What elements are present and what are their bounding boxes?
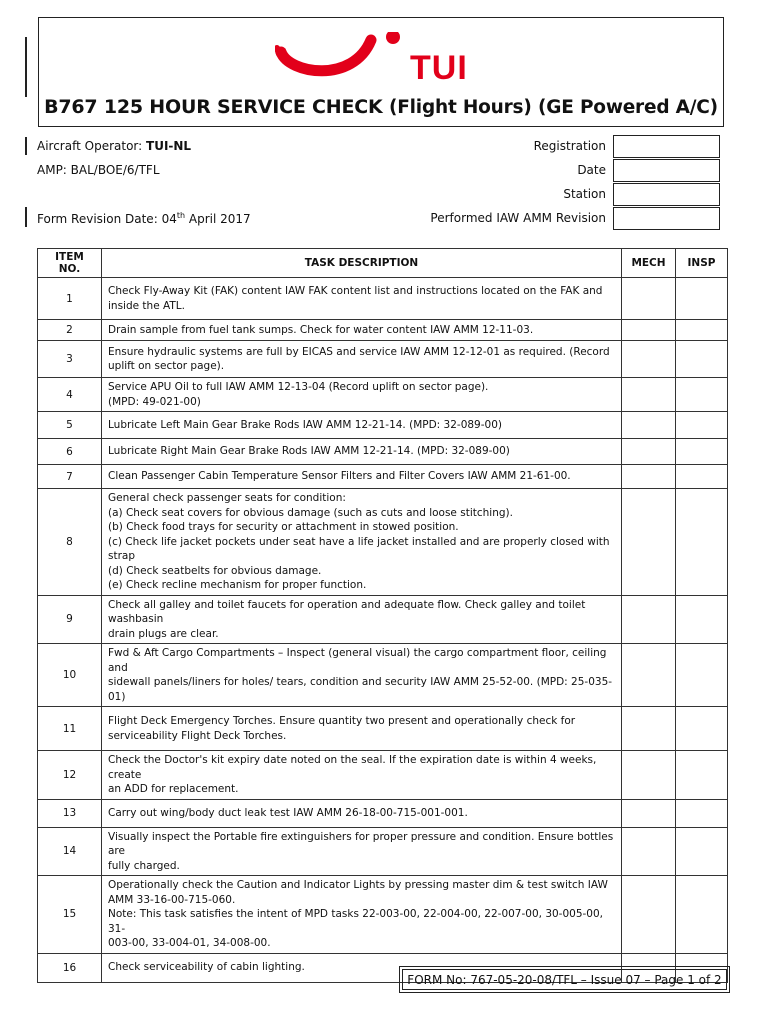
task-description xyxy=(102,278,622,320)
task-description-line: (a) Check seat covers for obvious damage (such as cuts and loose stitching). xyxy=(108,506,513,519)
task-description-line: (e) Check recline mechanism for proper function. xyxy=(108,579,367,591)
item-number: 9 xyxy=(38,595,102,644)
task-description-line: Drain sample from fuel tank sumps. Check for water content IAW AMM 12-11-03. xyxy=(108,323,534,336)
item-number: 5 xyxy=(38,412,102,439)
task-description xyxy=(102,595,622,644)
task-description xyxy=(102,799,622,827)
task-row xyxy=(38,412,728,439)
task-description xyxy=(102,644,622,707)
insp-signoff-cell[interactable] xyxy=(676,412,728,439)
task-description-line: Ensure hydraulic systems are full by EICAS and service IAW AMM 12-12-01 as required. (Record xyxy=(108,345,610,358)
title-flight-hours: (Flight Hours) xyxy=(388,97,532,118)
task-description-line: 003-00, 33-004-01, 34-008-00. xyxy=(108,937,271,949)
task-description-line: Operationally check the Caution and Indicator Lights by pressing master dim & test switch IAW xyxy=(108,879,608,891)
mech-signoff-cell[interactable] xyxy=(622,465,676,489)
task-description xyxy=(102,341,622,378)
amp-reference: AMP: BAL/BOE/6/TFL xyxy=(37,163,160,177)
item-number: 3 xyxy=(38,341,102,378)
item-number: 14 xyxy=(38,827,102,876)
revision-day-suffix: th xyxy=(176,211,186,220)
task-row xyxy=(38,489,728,596)
insp-signoff-cell[interactable] xyxy=(676,320,728,341)
task-row xyxy=(38,799,728,827)
amm-revision-field[interactable] xyxy=(613,207,720,230)
task-description-line: (c) Check life jacket pockets under seat have a life jacket installed and are properly closed with strap xyxy=(108,535,610,562)
form-title xyxy=(39,96,723,118)
item-number: 7 xyxy=(38,465,102,489)
insp-signoff-cell[interactable] xyxy=(676,799,728,827)
task-description-line: Flight Deck Emergency Torches. Ensure quantity two present and operationally check for xyxy=(108,715,576,727)
task-row xyxy=(38,465,728,489)
insp-signoff-cell[interactable] xyxy=(676,827,728,876)
mech-signoff-cell[interactable] xyxy=(622,827,676,876)
task-description-line: serviceability Flight Deck Torches. xyxy=(108,729,287,742)
form-header xyxy=(38,17,724,127)
mech-signoff-cell[interactable] xyxy=(622,278,676,320)
task-description xyxy=(102,827,622,876)
registration-field[interactable] xyxy=(613,135,720,158)
insp-signoff-cell[interactable] xyxy=(676,876,728,954)
task-description-line: Visually inspect the Portable fire extinguishers for proper pressure and condition. Ensure bottles are xyxy=(108,830,614,857)
insp-signoff-cell[interactable] xyxy=(676,707,728,751)
task-description-line: Check serviceability of cabin lighting. xyxy=(108,961,305,974)
insp-signoff-cell[interactable] xyxy=(676,341,728,378)
task-list xyxy=(38,278,728,983)
revision-date-label: Form Revision Date: xyxy=(37,212,158,226)
task-description-line: Fwd & Aft Cargo Compartments – Inspect (general visual) the cargo compartment floor, ceiling and xyxy=(108,647,607,674)
task-row xyxy=(38,644,728,707)
mech-signoff-cell[interactable] xyxy=(622,595,676,644)
task-row xyxy=(38,278,728,320)
task-description-line: Check the Doctor's kit expiry date noted on the seal. If the expiration date is within 4 weeks, create xyxy=(108,754,597,781)
task-row xyxy=(38,439,728,465)
insp-signoff-cell[interactable] xyxy=(676,644,728,707)
insp-signoff-cell[interactable] xyxy=(676,439,728,465)
item-number: 16 xyxy=(38,953,102,982)
mech-signoff-cell[interactable] xyxy=(622,320,676,341)
item-header-line1: ITEM xyxy=(55,251,84,263)
insp-signoff-cell[interactable] xyxy=(676,378,728,412)
task-row xyxy=(38,876,728,954)
task-row xyxy=(38,595,728,644)
task-description xyxy=(102,412,622,439)
task-row xyxy=(38,827,728,876)
insp-signoff-cell[interactable] xyxy=(676,751,728,800)
mech-signoff-cell[interactable] xyxy=(622,876,676,954)
mech-signoff-cell[interactable] xyxy=(622,341,676,378)
tui-smile-logo xyxy=(275,32,495,84)
revision-day: 04 xyxy=(161,212,177,226)
mech-signoff-cell[interactable] xyxy=(622,439,676,465)
station-label: Station xyxy=(563,187,606,201)
task-row xyxy=(38,707,728,751)
operator-label: Aircraft Operator: xyxy=(37,139,143,153)
task-description xyxy=(102,707,622,751)
task-row xyxy=(38,378,728,412)
task-description-line: (MPD: 49-021-00) xyxy=(108,395,201,408)
revision-bar xyxy=(25,37,27,97)
task-description xyxy=(102,489,622,596)
task-description xyxy=(102,876,622,954)
tui-wordmark: TUI xyxy=(410,49,468,84)
task-description-line: Service APU Oil to full IAW AMM 12-13-04 (Record uplift on sector page). xyxy=(108,381,489,393)
task-description-line: Lubricate Right Main Gear Brake Rods IAW AMM 12-21-14. (MPD: 32-089-00) xyxy=(108,445,510,458)
aircraft-operator xyxy=(37,139,191,153)
revision-bar xyxy=(25,137,27,155)
task-description-line: inside the ATL. xyxy=(108,299,185,312)
task-description-line: fully charged. xyxy=(108,859,180,872)
mech-signoff-cell[interactable] xyxy=(622,489,676,596)
item-number: 1 xyxy=(38,278,102,320)
form-number: FORM No: 767-05-20-08/TFL – Issue 07 – Page 1 of 2 xyxy=(402,969,727,990)
revision-bar xyxy=(25,207,27,227)
task-description xyxy=(102,751,622,800)
item-number: 12 xyxy=(38,751,102,800)
task-description-line: Carry out wing/body duct leak test IAW AMM 26-18-00-715-001-001. xyxy=(108,806,468,819)
task-row xyxy=(38,341,728,378)
task-description-line: AMM 33-16-00-715-060. xyxy=(108,893,236,906)
item-number: 8 xyxy=(38,489,102,596)
task-description-line: Check all galley and toilet faucets for operation and adequate flow. Check galley and toilet washbasin xyxy=(108,598,586,625)
task-description xyxy=(102,465,622,489)
insp-header: INSP xyxy=(676,249,728,278)
item-no-header xyxy=(38,249,102,278)
table-header-row xyxy=(38,249,728,278)
task-description xyxy=(102,439,622,465)
task-row xyxy=(38,751,728,800)
station-field[interactable] xyxy=(613,183,720,206)
task-description xyxy=(102,378,622,412)
task-description-line: (d) Check seatbelts for obvious damage. xyxy=(108,564,322,577)
registration-label: Registration xyxy=(533,139,606,153)
item-number: 10 xyxy=(38,644,102,707)
task-description-line: uplift on sector page). xyxy=(108,360,225,372)
amm-revision-label: Performed IAW AMM Revision xyxy=(430,211,606,225)
operator-value: TUI-NL xyxy=(146,139,192,153)
task-description-line: Check Fly-Away Kit (FAK) content IAW FAK content list and instructions located on the FAK and xyxy=(108,285,603,297)
task-description-line: sidewall panels/liners for holes/ tears, condition and security IAW AMM 25-52-00. (MPD: 25-035-01) xyxy=(108,676,613,703)
insp-signoff-cell[interactable] xyxy=(676,489,728,596)
insp-signoff-cell[interactable] xyxy=(676,278,728,320)
title-main: B767 125 HOUR SERVICE CHECK xyxy=(44,96,383,118)
task-description-line: (b) Check food trays for security or attachment in stowed position. xyxy=(108,521,459,533)
mech-signoff-cell[interactable] xyxy=(622,751,676,800)
item-number: 15 xyxy=(38,876,102,954)
mech-signoff-cell[interactable] xyxy=(622,707,676,751)
form-footer xyxy=(399,966,730,993)
task-description-line: drain plugs are clear. xyxy=(108,627,219,640)
task-description-line: an ADD for replacement. xyxy=(108,783,239,795)
form-revision-date xyxy=(37,211,251,226)
date-field[interactable] xyxy=(613,159,720,182)
mech-signoff-cell[interactable] xyxy=(622,644,676,707)
task-description-line: General check passenger seats for condition: xyxy=(108,492,346,504)
mech-signoff-cell[interactable] xyxy=(622,799,676,827)
task-description xyxy=(102,320,622,341)
item-number: 6 xyxy=(38,439,102,465)
mech-signoff-cell[interactable] xyxy=(622,378,676,412)
item-number: 11 xyxy=(38,707,102,751)
task-description-line: Note: This task satisfies the intent of MPD tasks 22-003-00, 22-004-00, 22-007-00, 30-005-00, 31- xyxy=(108,908,603,935)
task-row xyxy=(38,320,728,341)
item-header-line2: NO. xyxy=(58,263,81,275)
task-description-line: Lubricate Left Main Gear Brake Rods IAW AMM 12-21-14. (MPD: 32-089-00) xyxy=(108,418,502,431)
item-number: 2 xyxy=(38,320,102,341)
task-description-header: TASK DESCRIPTION xyxy=(102,249,622,278)
insp-signoff-cell[interactable] xyxy=(676,595,728,644)
task-description-line: Clean Passenger Cabin Temperature Sensor Filters and Filter Covers IAW AMM 21-61-00. xyxy=(108,470,571,483)
task-table xyxy=(37,248,728,983)
tui-logo xyxy=(275,32,495,88)
item-number: 13 xyxy=(38,799,102,827)
insp-signoff-cell[interactable] xyxy=(676,465,728,489)
revision-month-year: April 2017 xyxy=(188,212,251,226)
title-engine: (GE Powered A/C) xyxy=(538,97,718,118)
item-number: 4 xyxy=(38,378,102,412)
mech-header: MECH xyxy=(622,249,676,278)
date-label: Date xyxy=(577,163,606,177)
mech-signoff-cell[interactable] xyxy=(622,412,676,439)
